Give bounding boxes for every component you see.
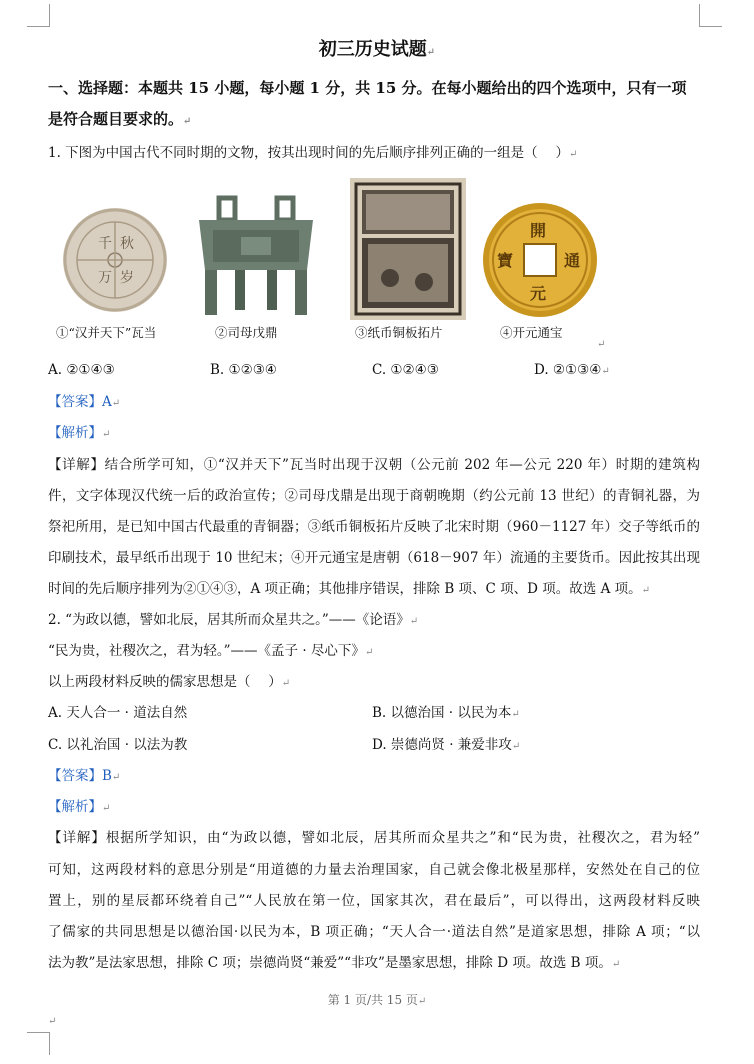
q2-option-d: D. 崇德尚贤 · 兼爱非攻↵ bbox=[372, 737, 521, 753]
q1-option-a: A. ②①④③ bbox=[48, 362, 115, 378]
crop-mark-top-right bbox=[699, 4, 722, 27]
section-heading-line1: 一、选择题：本题共 15 小题，每小题 1 分，共 15 分。在每小题给出的四个选项中，只有一项 bbox=[48, 79, 687, 97]
section-heading-line2: 是符合题目要求的。↵ bbox=[48, 110, 192, 128]
q1-analysis-label: 【解析】↵ bbox=[48, 425, 111, 441]
wadang-char: 岁 bbox=[120, 270, 134, 286]
q1-detail-line: 时间的先后顺序排列为②①④③，A 项正确；其他排序错误，排除 B 项、C 项、D 项。故选 A 项。↵ bbox=[48, 581, 651, 597]
q2-detail-line: 【详解】根据所学知识，由“为政以德，譬如北辰，居其所而众星共之”和“民为贵，社稷次之，君为轻” bbox=[48, 830, 700, 846]
crop-mark-bottom-left bbox=[27, 1032, 50, 1055]
q1-answer: 【答案】A↵ bbox=[48, 394, 121, 410]
wadang-char: 万 bbox=[98, 270, 112, 286]
page-footer: 第 1 页/共 15 页↵ bbox=[327, 993, 427, 1007]
caption-coin: ④开元通宝 bbox=[500, 325, 563, 340]
coin-char: 開 bbox=[530, 221, 547, 240]
paragraph-mark: ↵ bbox=[597, 339, 606, 350]
wadang-char: 千 bbox=[98, 236, 112, 252]
q1-detail-line: 【详解】结合所学可知，①“汉并天下”瓦当时出现于汉朝（公元前 202 年—公元 220 年）时期的建筑构 bbox=[48, 457, 700, 473]
caption-ding: ②司母戊鼎 bbox=[215, 325, 278, 340]
q2-option-a: A. 天人合一 · 道法自然 bbox=[48, 705, 188, 721]
paragraph-mark: ↵ bbox=[48, 1016, 57, 1027]
q1-option-d: D. ②①③④↵ bbox=[534, 362, 610, 378]
q2-answer: 【答案】B↵ bbox=[48, 768, 121, 784]
q2-quote-1: 2. “为政以德，譬如北辰，居其所而众星共之。”——《论语》↵ bbox=[48, 612, 419, 628]
caption-wadang: ①“汉并天下”瓦当 bbox=[56, 325, 157, 340]
coin-char: 元 bbox=[530, 284, 547, 303]
page-title: 初三历史试题↵ bbox=[318, 39, 436, 60]
crop-mark-top-left bbox=[27, 4, 50, 27]
q1-option-c: C. ①②④③ bbox=[372, 362, 439, 378]
q1-detail-line: 印刷技术，最早纸币出现于 10 世纪末；④开元通宝是唐朝（618－907 年）流通的主要货币。因此按其出现 bbox=[48, 550, 700, 566]
paper-money-rubbing-image bbox=[350, 178, 466, 320]
simuwu-ding-image bbox=[191, 195, 321, 320]
kaiyuan-coin-image bbox=[480, 200, 600, 320]
q2-detail-line: 法为教”是法家思想，排除 C 项；崇德尚贤“兼爱”“非攻”是墨家思想，排除 D 项。故选 B 项。↵ bbox=[48, 955, 621, 971]
q2-detail-line: 可知，这两段材料的意思分别是“用道德的力量去治理国家，自己就会像北极星那样，安然处在自己的位 bbox=[48, 862, 700, 878]
q2-option-c: C. 以礼治国 · 以法为教 bbox=[48, 737, 188, 753]
q2-option-b: B. 以德治国 · 以民为本↵ bbox=[372, 705, 520, 721]
wadang-image bbox=[60, 205, 170, 315]
coin-char: 寶 bbox=[497, 251, 514, 270]
caption-rubbing: ③纸币铜板拓片 bbox=[355, 325, 443, 340]
q1-stem: 1. 下图为中国古代不同时期的文物，按其出现时间的先后顺序排列正确的一组是（ ）↵ bbox=[48, 145, 578, 161]
q1-detail-line: 件，文字体现汉代统一后的政治宣传；②司母戊鼎是出现于商朝晚期（约公元前 13 世纪）的青铜礼器，为 bbox=[48, 488, 700, 504]
q1-detail-line: 祭祀所用，是已知中国古代最重的青铜器；③纸币铜板拓片反映了北宋时期（960－1127 年）交子等纸币的 bbox=[48, 519, 700, 535]
q1-option-b: B. ①②③④ bbox=[210, 362, 277, 378]
q2-analysis-label: 【解析】↵ bbox=[48, 799, 111, 815]
q2-detail-line: 了儒家的共同思想是以德治国·以民为本，B 项正确；“天人合一·道法自然”是道家思想，排除 A 项；“以 bbox=[48, 924, 700, 940]
q2-detail-line: 置上，别的星辰都环绕着自己”“人民放在第一位，国家其次，君在最后”，可以得出，这两段材料反映 bbox=[48, 893, 700, 909]
wadang-char: 秋 bbox=[120, 236, 134, 252]
coin-char: 通 bbox=[564, 251, 581, 270]
q2-quote-2: “民为贵，社稷次之，君为轻。”——《孟子 · 尽心下》↵ bbox=[48, 643, 374, 659]
q2-stem: 以上两段材料反映的儒家思想是（ ）↵ bbox=[48, 674, 291, 690]
